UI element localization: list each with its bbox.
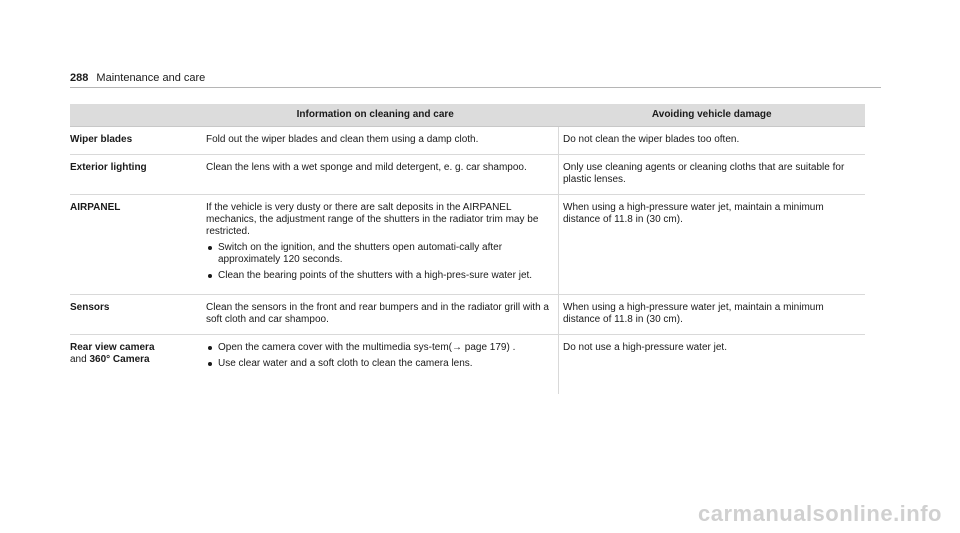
row-avoid: When using a high-pressure water jet, maintain a minimum distance of 11.8 in (30 cm). <box>559 195 866 295</box>
row-label-mixed <box>70 354 188 366</box>
row-info: Fold out the wiper blades and clean them using a damp cloth. <box>192 127 559 155</box>
table-row <box>70 127 865 155</box>
row-label-bold-2: 360° Camera <box>89 354 150 365</box>
list-item-text: Clean the bearing points of the shutters with a high-pres-sure water jet. <box>218 270 533 281</box>
row-avoid: Only use cleaning agents or cleaning cloths that are suitable for plastic lenses. <box>559 155 866 195</box>
page-header <box>70 71 881 88</box>
bullet-icon <box>208 346 212 350</box>
bullet-list <box>206 242 550 282</box>
row-info <box>192 335 559 395</box>
row-avoid: When using a high-pressure water jet, maintain a minimum distance of 11.8 in (30 cm). <box>559 295 866 335</box>
header-info: Information on cleaning and care <box>192 104 559 127</box>
list-item-text: Switch on the ignition, and the shutters open automati-cally after approximately 120 seconds. <box>218 242 503 265</box>
row-label <box>70 335 192 395</box>
list-item <box>206 270 550 282</box>
table-header-row <box>70 104 865 127</box>
row-label-bold-1: Rear view camera <box>70 342 155 353</box>
bullet-icon <box>208 246 212 250</box>
row-label: Sensors <box>70 295 192 335</box>
header-avoid: Avoiding vehicle damage <box>559 104 866 127</box>
bullet-icon <box>208 274 212 278</box>
row-info-text: If the vehicle is very dusty or there are salt deposits in the AIRPANEL mechanics, the adjustment range of the shutters in the radiator trim may be restricted. <box>206 202 539 237</box>
row-label: Wiper blades <box>70 127 192 155</box>
row-avoid: Do not clean the wiper blades too often. <box>559 127 866 155</box>
bullet-icon <box>208 362 212 366</box>
list-item-text: Open the camera cover with the multimedia sys-tem(→ page 179) . <box>218 342 516 353</box>
list-item <box>206 358 550 370</box>
table-row <box>70 195 865 295</box>
list-item <box>206 342 550 354</box>
watermark: carmanualsonline.info <box>698 501 942 526</box>
row-label: AIRPANEL <box>70 195 192 295</box>
row-avoid: Do not use a high-pressure water jet. <box>559 335 866 395</box>
row-label-normal: and <box>70 354 87 365</box>
table-row <box>70 335 865 395</box>
section-title: Maintenance and care <box>96 72 206 84</box>
table-row <box>70 295 865 335</box>
page-number: 288 <box>70 72 89 84</box>
list-item <box>206 242 550 266</box>
row-info <box>192 195 559 295</box>
list-item-text: Use clear water and a soft cloth to clean the camera lens. <box>218 358 473 369</box>
row-info: Clean the sensors in the front and rear bumpers and in the radiator grill with a soft cloth and car shampoo. <box>192 295 559 335</box>
cleaning-care-table <box>70 104 865 394</box>
row-label: Exterior lighting <box>70 155 192 195</box>
header-blank <box>70 104 192 127</box>
row-info: Clean the lens with a wet sponge and mild detergent, e. g. car shampoo. <box>192 155 559 195</box>
bullet-list <box>206 342 550 370</box>
table-row <box>70 155 865 195</box>
